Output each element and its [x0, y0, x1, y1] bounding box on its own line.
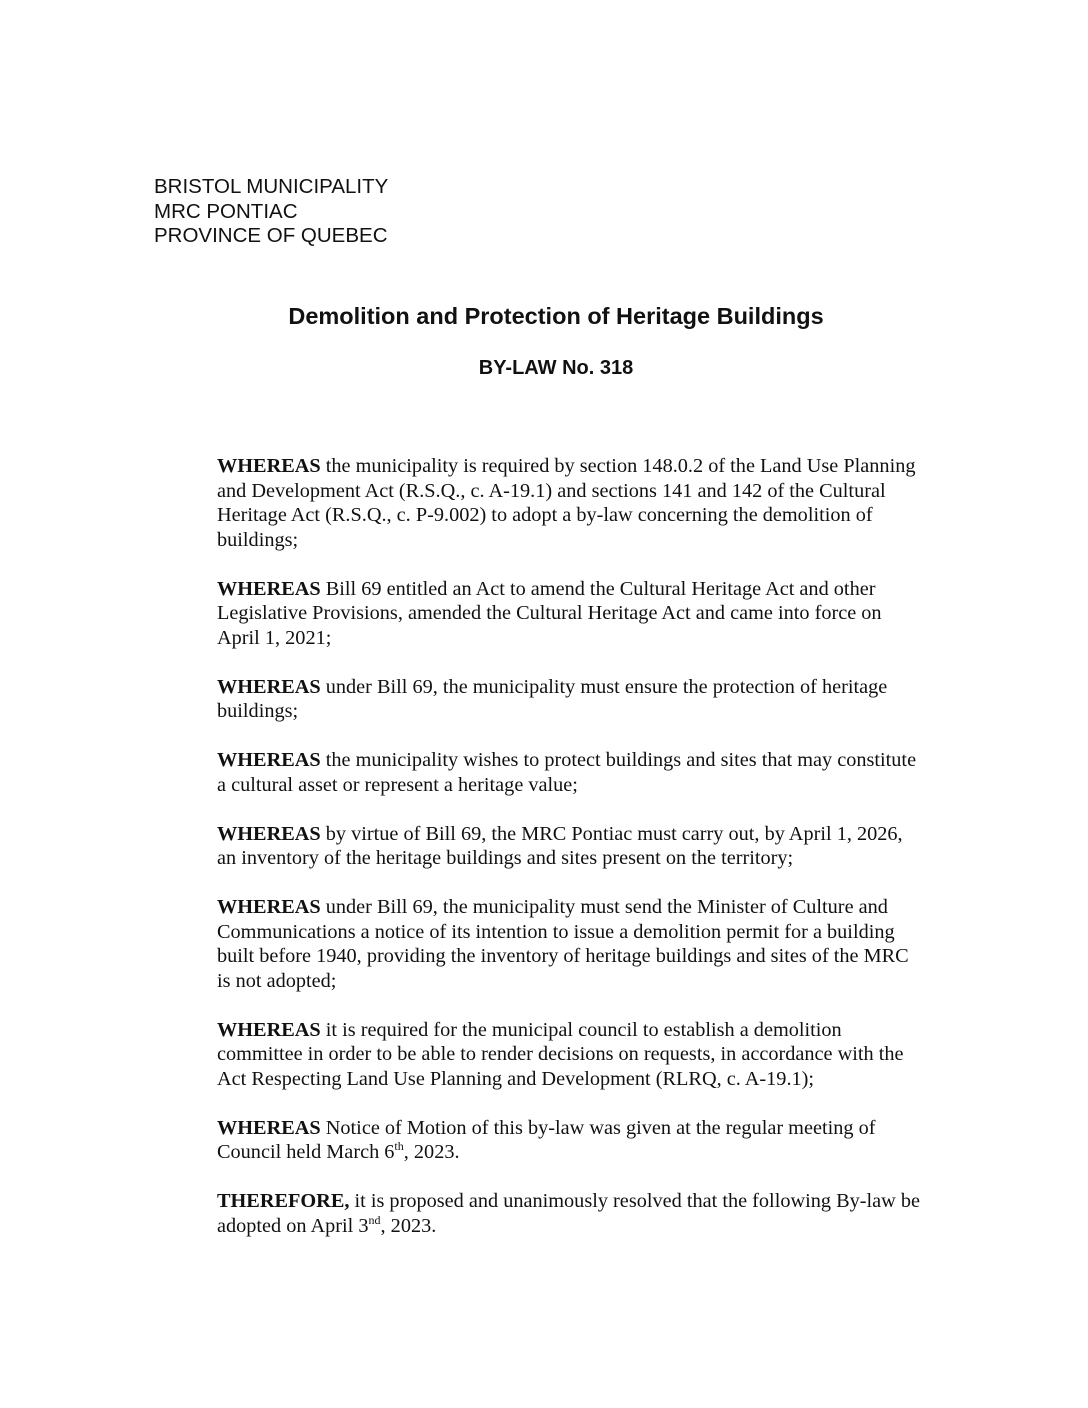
whereas-paragraph: WHEREAS the municipality is required by section 148.0.2 of the Land Use Planning and Development Act (R.S.Q., c. A-19.1) and sections 141 and 142 of the Cultural Heritage Act (R.S.Q., c. P-9.002) to adopt a by-law concerning the demolition of buildings;	[217, 455, 916, 551]
whereas-keyword: WHEREAS	[217, 455, 321, 477]
whereas-paragraph: WHEREAS Bill 69 entitled an Act to amend the Cultural Heritage Act and other Legislative Provisions, amended the Cultural Heritage Act and came into force on April 1, 2021;	[217, 577, 882, 649]
document-body	[217, 454, 977, 1263]
whereas-keyword: WHEREAS	[217, 822, 321, 845]
whereas-keyword: WHEREAS	[217, 896, 321, 918]
municipality-name: BRISTOL MUNICIPALITY	[154, 175, 389, 198]
whereas-paragraph: WHEREAS it is required for the municipal council to establish a demolition committee in order to be able to render decisions on requests, in accordance with the Act Respecting Land Use Planning and Development (RLRQ, c. A-19.1);	[217, 1018, 904, 1090]
therefore-keyword: THEREFORE,	[217, 1190, 350, 1212]
therefore-paragraph: THEREFORE, it is proposed and unanimously resolved that the following By-law be adopted on April 3nd, 2023.	[217, 1190, 921, 1237]
whereas-keyword: WHEREAS	[217, 1116, 321, 1139]
whereas-paragraph: WHEREAS under Bill 69, the municipality must send the Minister of Culture and Communications a notice of its intention to issue a demolition permit for a building built before 1940, providing the inventory of heritage buildings and sites of the MRC is not adopted;	[217, 896, 909, 992]
whereas-keyword: WHEREAS	[217, 749, 321, 771]
whereas-paragraph: WHEREAS the municipality wishes to protect buildings and sites that may constitute a cultural asset or represent a heritage value;	[217, 749, 917, 796]
whereas-paragraph: WHEREAS by virtue of Bill 69, the MRC Pontiac must carry out, by April 1, 2026, an inventory of the heritage buildings and sites present on the territory;	[217, 822, 903, 869]
province-name: PROVINCE OF QUEBEC	[154, 224, 388, 248]
document-title: Demolition and Protection of Heritage Buildings	[288, 303, 824, 329]
whereas-keyword: WHEREAS	[217, 1018, 321, 1041]
whereas-keyword: WHEREAS	[217, 577, 321, 600]
notice-of-motion-paragraph: WHEREAS Notice of Motion of this by-law was given at the regular meeting of Council held March 6th, 2023.	[217, 1116, 876, 1163]
whereas-paragraph: WHEREAS under Bill 69, the municipality must ensure the protection of heritage buildings;	[217, 675, 888, 722]
bylaw-number: BY-LAW No. 318	[478, 357, 634, 379]
mrc-name: MRC PONTIAC	[154, 199, 298, 223]
whereas-keyword: WHEREAS	[217, 675, 321, 698]
document-header	[154, 175, 388, 249]
